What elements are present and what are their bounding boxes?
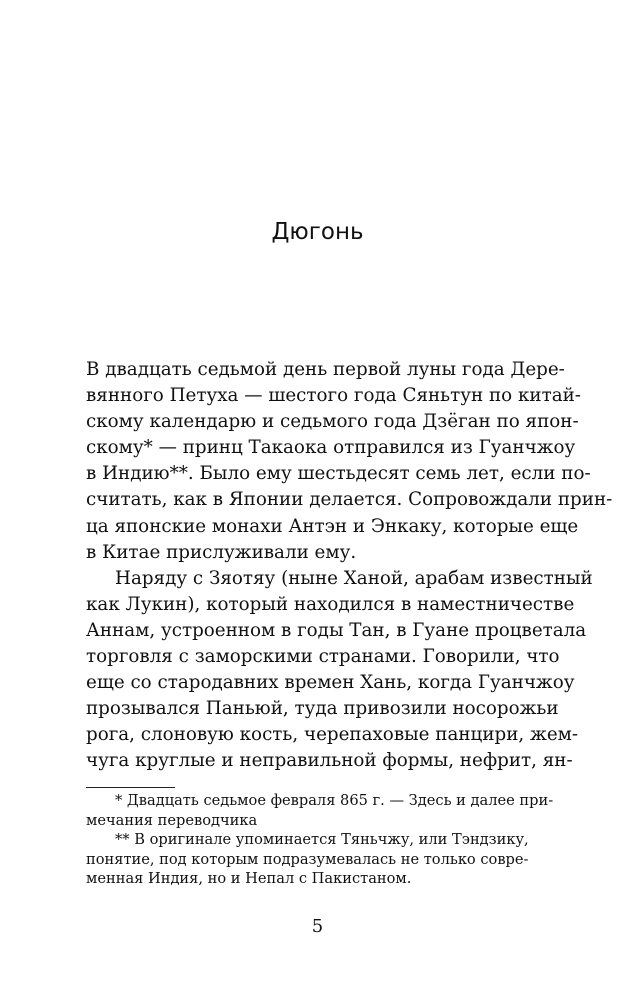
footnote-line: ** В оригинале упоминается Тяньчжу, или Тэндзику, [115, 831, 529, 849]
text-line: чуга круглые и неправильной формы, нефрит, ян- [86, 750, 573, 772]
text-line: рога, слоновую кость, черепаховые панцири, жем- [86, 724, 579, 746]
body-text [86, 357, 635, 775]
text-line: скому календарю и седьмого года Дзёган по япон- [86, 411, 579, 433]
text-line: вянного Петуха — шестого года Сяньтун по китай- [86, 385, 581, 407]
text-line: прозывался Паньюй, туда привозили носорожьи [86, 698, 559, 720]
text-line: в Индию**. Было ему шестьдесят семь лет, если по- [86, 463, 591, 485]
footnote-divider [86, 787, 175, 788]
footnote-line: менная Индия, но и Непал с Пакистаном. [86, 870, 412, 888]
text-line: считать, как в Японии делается. Сопровождали прин- [86, 489, 613, 511]
text-line: скому* — принц Такаока отправился из Гуанчжоу [86, 437, 576, 459]
footnote-line: понятие, под которым подразумевалась не только совре- [86, 850, 529, 868]
text-line: торговля с заморскими странами. Говорили, что [86, 646, 560, 668]
footnote-line: мечания переводчика [86, 811, 258, 829]
footnote-line: * Двадцать седьмое февраля 865 г. — Здесь и далее при- [115, 792, 554, 809]
footnotes [86, 791, 635, 889]
text-line: в Китае прислуживали ему. [86, 541, 357, 563]
chapter-title: Дюгонь [271, 219, 364, 245]
text-line: как Лукин), который находился в наместничестве [86, 593, 575, 615]
page-number: 5 [311, 916, 324, 937]
text-line: В двадцать седьмой день первой луны года Дере- [86, 359, 565, 380]
text-line: еще со стародавних времен Хань, когда Гуанчжоу [86, 672, 575, 694]
text-line: Аннам, устроенном в годы Тан, в Гуане процветала [86, 619, 587, 641]
text-line: ца японские монахи Антэн и Энкаку, которые еще [86, 515, 579, 537]
text-line: Наряду с Зяотяу (ныне Ханой, арабам известный [115, 567, 593, 589]
